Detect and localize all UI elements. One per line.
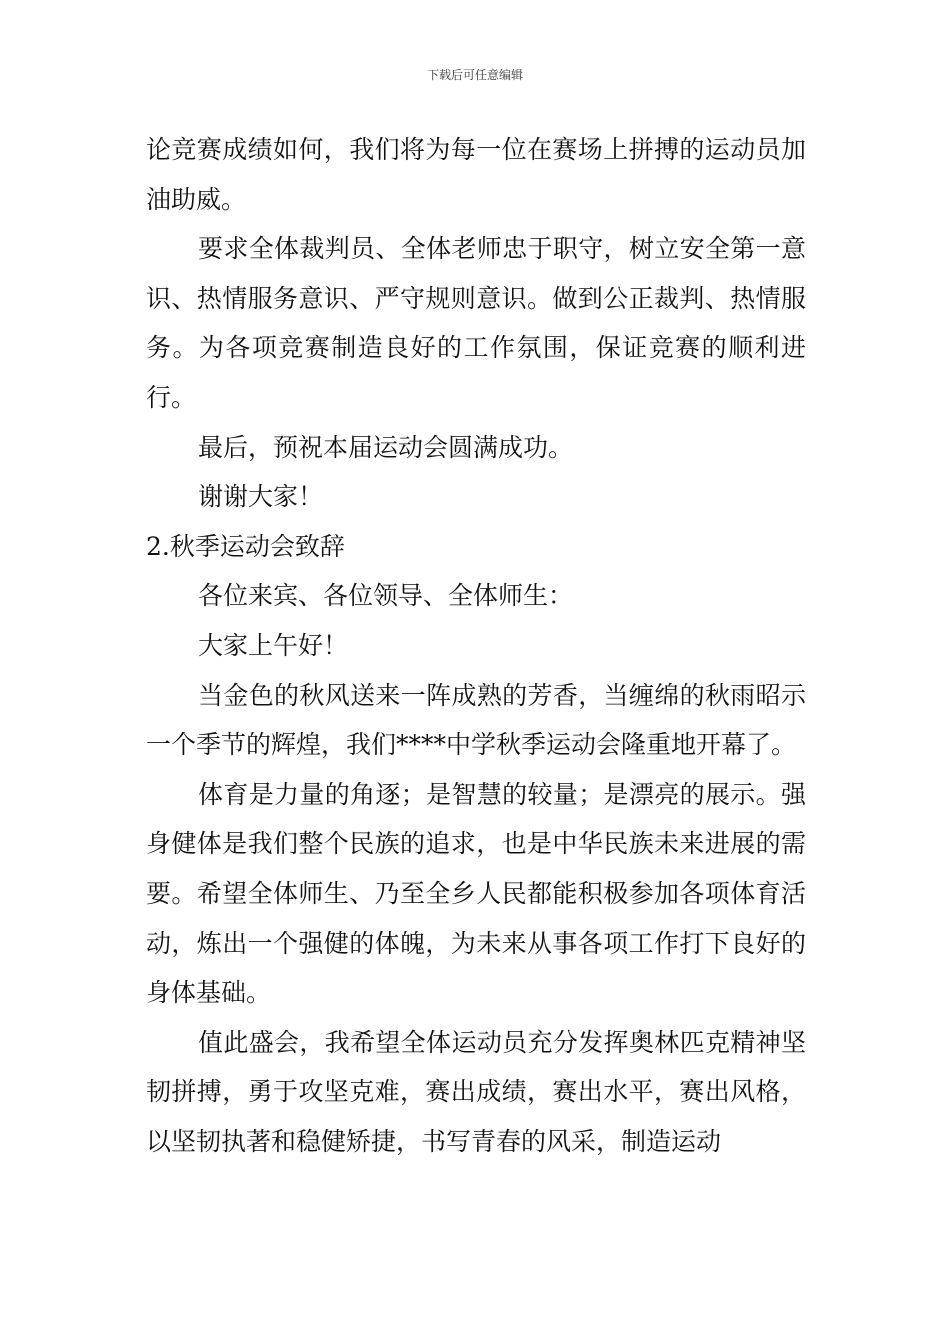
paragraph-sports-meaning: 体育是力量的角逐；是智慧的较量；是漂亮的展示。强身健体是我们整个民族的追求，也是中华民族未来进展的需要。希望全体师生、乃至全乡人民都能积极参加各项体育活动，炼出一个强健的体魄，为未来从事各项工作打下良好的身体基础。 [146, 779, 806, 1008]
page-header-note: 下载后可任意编辑 [426, 68, 523, 82]
paragraph-wishes: 最后，预祝本届运动会圆满成功。 [198, 432, 574, 462]
paragraph-opening: 当金色的秋风送来一阵成熟的芳香，当缠绵的秋雨昭示一个季节的辉煌，我们****中学秋季运动会隆重地开幕了。 [146, 680, 806, 760]
paragraph-salutation: 各位来宾、各位领导、全体师生： [198, 581, 574, 611]
paragraph-continuation: 论竞赛成绩如何，我们将为每一位在赛场上拼搏的运动员加油助威。 [146, 135, 806, 214]
document-body [146, 125, 806, 1166]
paragraph-athlete-hopes: 值此盛会，我希望全体运动员充分发挥奥林匹克精神坚韧拼搏，勇于攻坚克难，赛出成绩，赛出水平，赛出风格，以坚韧执著和稳健矫捷，书写青春的风采，制造运动 [146, 1027, 806, 1156]
section-heading: 2.秋季运动会致辞 [146, 531, 345, 561]
paragraph-thanks: 谢谢大家！ [198, 482, 324, 512]
paragraph-greeting: 大家上午好！ [198, 630, 349, 660]
paragraph-referee-requirements: 要求全体裁判员、全体老师忠于职守，树立安全第一意识、热情服务意识、严守规则意识。做到公正裁判、热情服务。为各项竞赛制造良好的工作氛围，保证竞赛的顺利进行。 [146, 234, 806, 412]
